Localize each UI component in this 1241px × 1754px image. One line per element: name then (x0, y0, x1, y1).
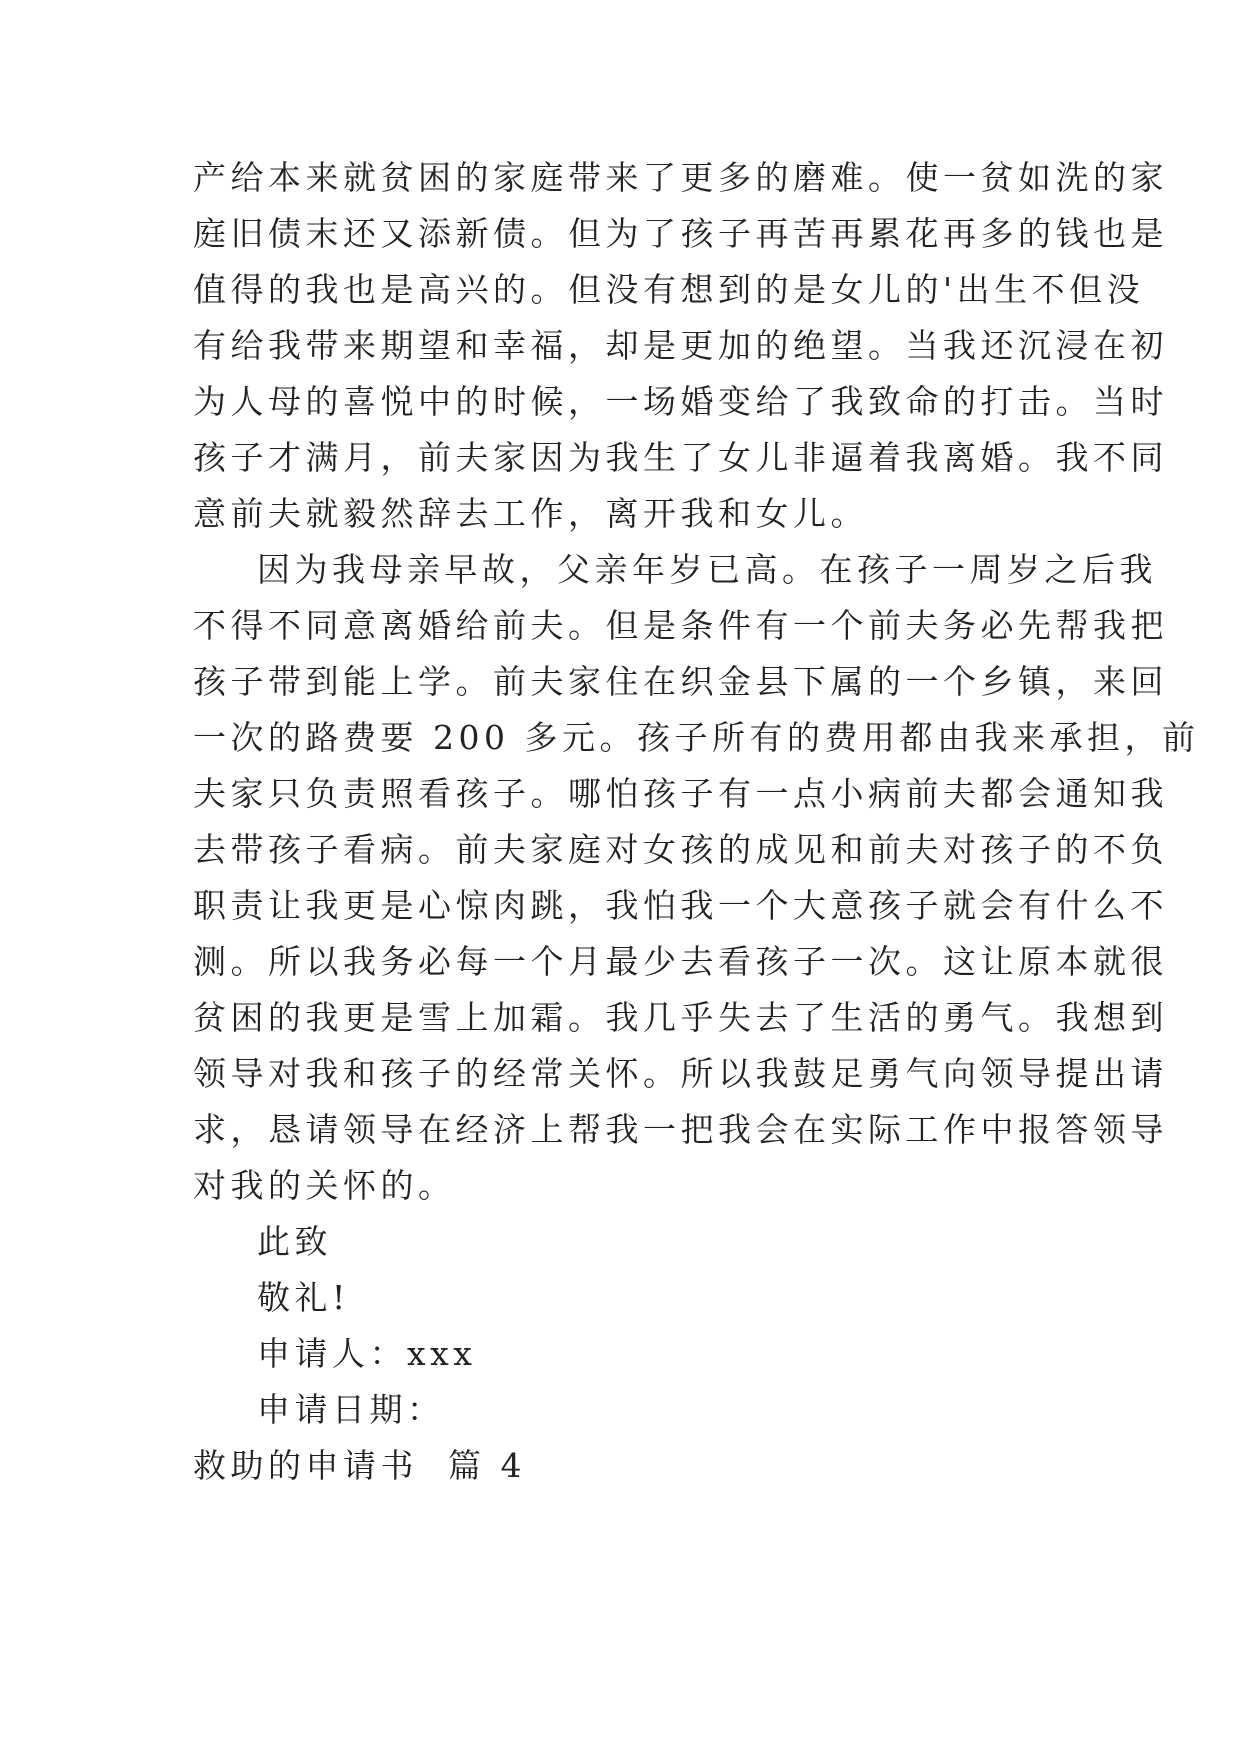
closing-salutation: 此致 (257, 1222, 332, 1261)
applicant-line: 申请人：xxx (257, 1334, 477, 1373)
section-title: 救助的申请书 篇 4 (193, 1446, 526, 1485)
paragraph-1-line-7: 意前夫就毅然辞去工作，离开我和女儿。 (193, 494, 868, 533)
paragraph-1-line-2: 庭旧债末还又添新债。但为了孩子再苦再累花再多的钱也是 (193, 214, 1168, 253)
paragraph-2-line-6: 去带孩子看病。前夫家庭对女孩的成见和前夫对孩子的不负 (193, 830, 1168, 869)
paragraph-2-line-2: 不得不同意离婚给前夫。但是条件有一个前夫务必先帮我把 (193, 606, 1168, 645)
paragraph-2-line-11: 求，恳请领导在经济上帮我一把我会在实际工作中报答领导 (193, 1110, 1168, 1149)
application-date-line: 申请日期： (257, 1390, 445, 1429)
paragraph-1-line-1: 产给本来就贫困的家庭带来了更多的磨难。使一贫如洗的家 (193, 158, 1168, 197)
paragraph-2-line-8: 测。所以我务必每一个月最少去看孩子一次。这让原本就很 (193, 942, 1168, 981)
paragraph-2-line-10: 领导对我和孩子的经常关怀。所以我鼓足勇气向领导提出请 (193, 1054, 1168, 1093)
paragraph-2-line-1: 因为我母亲早故，父亲年岁已高。在孩子一周岁之后我 (257, 550, 1157, 589)
paragraph-2-line-4: 一次的路费要 200 多元。孩子所有的费用都由我来承担，前 (193, 718, 1200, 757)
paragraph-2-line-3: 孩子带到能上学。前夫家住在织金县下属的一个乡镇，来回 (193, 662, 1168, 701)
closing-regards: 敬礼! (257, 1278, 350, 1317)
paragraph-1-line-3: 值得的我也是高兴的。但没有想到的是女儿的'出生不但没 (193, 270, 1145, 309)
paragraph-2-line-12: 对我的关怀的。 (193, 1166, 456, 1205)
paragraph-2-line-9: 贫困的我更是雪上加霜。我几乎失去了生活的勇气。我想到 (193, 998, 1168, 1037)
paragraph-1-line-6: 孩子才满月，前夫家因为我生了女儿非逼着我离婚。我不同 (193, 438, 1168, 477)
paragraph-1-line-5: 为人母的喜悦中的时候，一场婚变给了我致命的打击。当时 (193, 382, 1168, 421)
paragraph-1-line-4: 有给我带来期望和幸福，却是更加的绝望。当我还沉浸在初 (193, 326, 1168, 365)
paragraph-2-line-5: 夫家只负责照看孩子。哪怕孩子有一点小病前夫都会通知我 (193, 774, 1168, 813)
paragraph-2-line-7: 职责让我更是心惊肉跳，我怕我一个大意孩子就会有什么不 (193, 886, 1168, 925)
